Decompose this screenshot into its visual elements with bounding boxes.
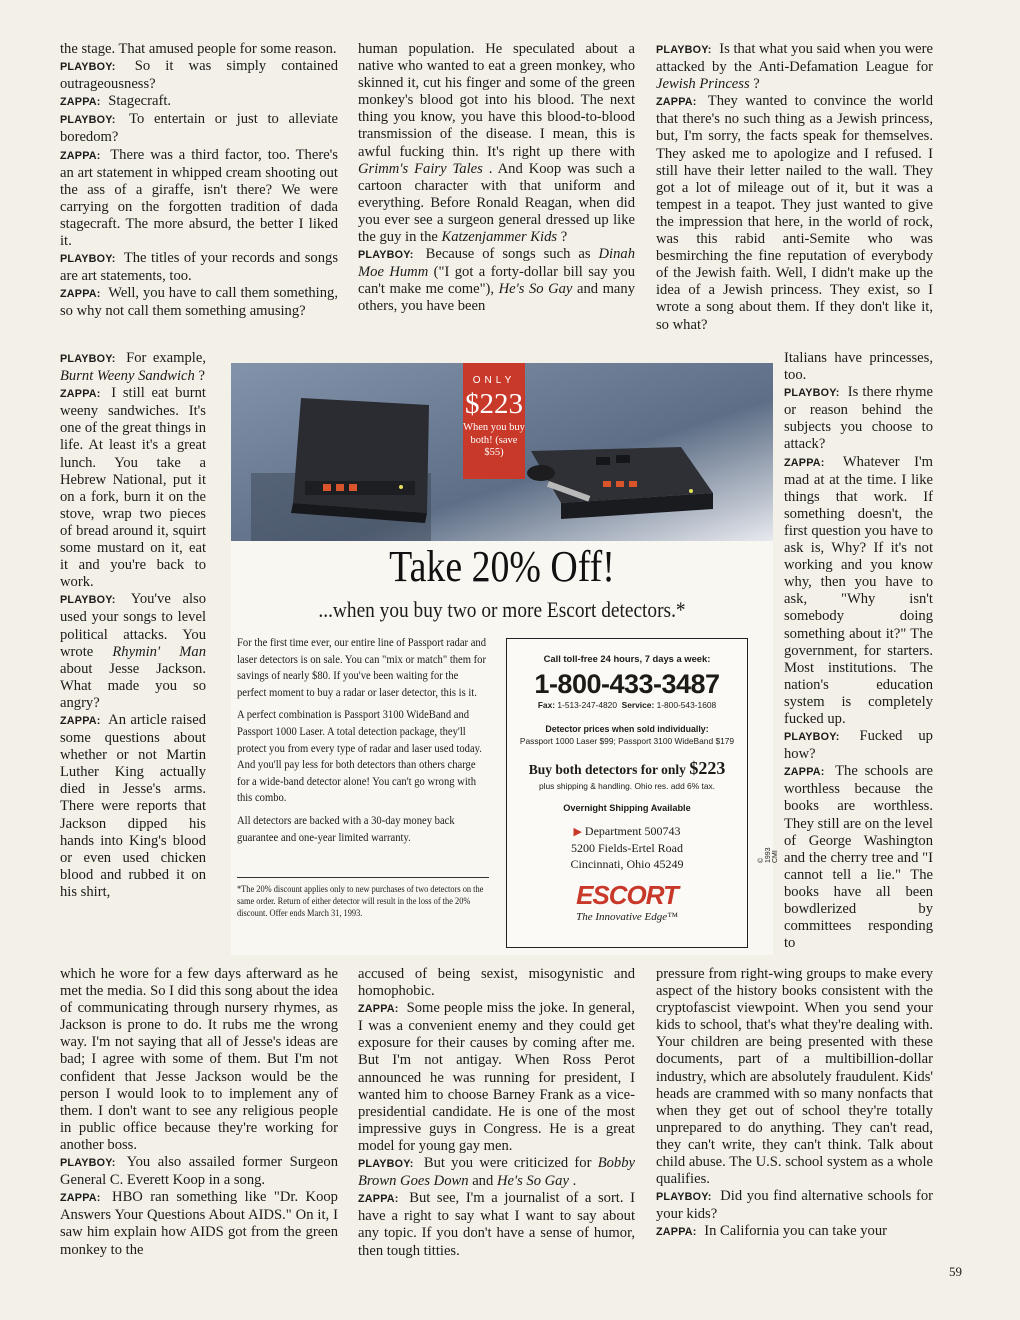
- page-number: 59: [949, 1264, 962, 1279]
- article-paragraph: [784, 728, 933, 763]
- paragraph-text: Stagecraft.: [108, 93, 172, 110]
- ad-paragraph: For the first time ever, our entire line of Passport radar and laser detectors is on sale. You can "mix or match" them for savings of nearly $80. If you've been waiting for the perfect moment to buy a radar or laser detector, this is it.: [237, 637, 487, 699]
- paragraph-text: So it was simply contained outrageousness?: [60, 58, 338, 93]
- italic-title: Bobby Brown Goes Down: [358, 1155, 635, 1190]
- individual-prices: Passport 1000 Laser $99; Passport 3100 WideBand $179: [519, 736, 735, 746]
- speaker-label: ZAPPA:: [60, 388, 101, 401]
- article-paragraph: [60, 350, 206, 385]
- fax-label: Fax:: [537, 700, 556, 710]
- paragraph-text: Italians have princesses, too.: [784, 350, 933, 384]
- paragraph-text: You've also used your songs to level political attacks. You wrote: [60, 591, 207, 660]
- divider: [237, 877, 489, 878]
- article-paragraph: [656, 93, 933, 333]
- article-column-3-top: [656, 41, 933, 334]
- paragraph-text: human population. He speculated about a native who wanted to eat a green monkey, who skinned it, cut his finger and some of the green monkey's blood got into his blood. The next thing you know, you have this blood-to-blood transmission of the disease. I mean, this is awful fucking thin. It's right up there with: [358, 41, 635, 160]
- article-paragraph: [656, 41, 933, 93]
- ad-subheadline: ...when you buy two or more Escort detectors.*: [318, 597, 686, 622]
- article-paragraph: [358, 966, 635, 1000]
- triangle-bullet-icon: ▶: [573, 826, 582, 838]
- italic-title: He's So Gay: [498, 281, 573, 298]
- article-paragraph: [784, 454, 933, 729]
- speaker-label: PLAYBOY:: [60, 594, 116, 607]
- paragraph-text: Well, you have to call them something, so why not call them something amusing?: [60, 285, 338, 320]
- article-paragraph: [60, 966, 338, 1154]
- overnight-shipping: Overnight Shipping Available: [563, 803, 691, 813]
- speaker-label: PLAYBOY:: [60, 114, 116, 127]
- address-street: 5200 Fields-Ertel Road: [571, 841, 683, 855]
- speaker-label: ZAPPA:: [784, 766, 825, 779]
- paragraph-text: about Jesse Jackson. What made you so angry?: [60, 660, 206, 711]
- price-callout: [463, 363, 525, 479]
- article-paragraph: [358, 1000, 635, 1155]
- order-box: [506, 638, 748, 948]
- article-paragraph: [60, 285, 338, 320]
- paragraph-text: ?: [753, 76, 760, 93]
- italic-title: Katzenjammer Kids: [441, 229, 558, 246]
- article-column-1-top: [60, 41, 338, 321]
- italic-title: He's So Gay: [496, 1173, 569, 1190]
- article-paragraph: [358, 1155, 635, 1190]
- buy-both-text: Buy both detectors for only: [528, 762, 686, 777]
- paragraph-text: I still eat burnt weeny sandwiches. It's one of the great things in life. At least it's a great lunch. You take a Hebrew National, put it on a fork, burn it on the stove, wrap two pieces of bread around it, squirt some mustard on it, eat it and you're back to work.: [60, 385, 206, 591]
- paragraph-text: and: [472, 1173, 494, 1190]
- article-paragraph: [60, 58, 338, 93]
- ad-paragraph: A perfect combination is Passport 3100 WideBand and Passport 1000 Laser. A total detection package, they'll protect you from every type of radar and laser used today. And you'll pay less for both detectors than others charge for a wide-band detector alone! You can't go wrong with this combo.: [237, 709, 482, 805]
- fax-service-line: [507, 700, 747, 710]
- speaker-label: ZAPPA:: [784, 456, 825, 469]
- article-paragraph: [784, 350, 933, 384]
- paragraph-text: For example,: [126, 350, 206, 366]
- paragraph-text: ?: [560, 229, 568, 246]
- paragraph-text: which he wore for a few days afterward as he met the media. So I did this song about the idea of communicating through nursery rhymes, as Jackson is prone to do. It rubs me the wrong way. I'm not saying that all of Jesse's ideas are bad; I agree with some of them. But I'm not confident that Jesse Jackson would be the person I would look to to implement any of them. I don't want to see any religious people in public office because they're working for another boss.: [60, 966, 338, 1153]
- speaker-label: PLAYBOY:: [784, 731, 840, 744]
- speaker-label: ZAPPA:: [60, 1192, 101, 1205]
- article-column-1-bottom: [60, 966, 338, 1259]
- speaker-label: PLAYBOY:: [784, 387, 840, 400]
- mailing-address: [507, 823, 747, 872]
- article-paragraph: [60, 591, 206, 712]
- price-only-label: ONLY: [472, 375, 516, 386]
- article-paragraph: [60, 385, 206, 591]
- paragraph-text: Is there rhyme or reason behind the subjects you choose to attack?: [784, 384, 933, 453]
- speaker-label: ZAPPA:: [60, 714, 101, 727]
- article-paragraph: [60, 1154, 338, 1189]
- speaker-label: PLAYBOY:: [358, 249, 414, 262]
- service-label: Service:: [621, 700, 655, 710]
- escort-advertisement: [231, 363, 779, 955]
- paragraph-text: But see, I'm a journalist of a sort. I have a right to say what I want to say about any topic. If you don't have a sense of humor, then tough titties.: [358, 1190, 635, 1259]
- paragraph-text: There was a third factor, too. There's an art statement in whipped cream shooting out the ass of a giraffe, isn't there? We were carrying on the forgotten tradition of dada stagecraft. The more absurd, the better I liked it.: [60, 146, 338, 250]
- fax-number: 1-513-247-4820: [557, 700, 617, 710]
- article-paragraph: [60, 712, 206, 901]
- paragraph-text: Because of songs such as: [425, 246, 591, 263]
- article-paragraph: [60, 147, 338, 251]
- article-paragraph: [60, 41, 338, 58]
- paragraph-text: They wanted to convince the world that there's no such thing as a Jewish princess, but, I'm sorry, the facts speak for themselves. They asked me to apologize and I refused. I still have their letter nailed to the wall. They got a lot of mileage out of it, but it was a tempest in a teapot. They just wanted to give the impression that here, in the world of rock, was this rabid anti-Semite who was besmirching the fine reputation of everybody of the Jewish faith. Well, I didn't make up the idea of a Jewish princess. They exist, so I wrote a song about them. If they don't like it, so what?: [656, 93, 933, 333]
- phone-number: 1-800-433-3487: [534, 669, 720, 699]
- paragraph-text: An article raised some questions about whether or not Martin Luther King actually died in Jesse's arms. There were reports that Jackson dipped his hands into King's blood or even used chicken blood and rubbed it on his shirt,: [60, 711, 207, 900]
- address-dept-line: [507, 823, 747, 840]
- paragraph-text: Is that what you said when you were attacked by the Anti-Defamation League for: [656, 41, 933, 76]
- paragraph-text: .: [572, 1173, 577, 1190]
- paragraph-text: accused of being sexist, misogynistic and homophobic.: [358, 966, 635, 1000]
- buy-both-line: [507, 758, 747, 779]
- address-city: Cincinnati, Ohio 45249: [570, 857, 684, 871]
- italic-title: Jewish Princess: [656, 76, 750, 93]
- article-paragraph: [656, 1223, 933, 1241]
- speaker-label: PLAYBOY:: [656, 44, 712, 56]
- shipping-note: plus shipping & handling. Ohio res. add 6% tax.: [539, 781, 715, 791]
- article-column-3-wrap: [784, 350, 933, 952]
- speaker-label: ZAPPA:: [358, 1003, 399, 1016]
- paragraph-text: Some people miss the joke. In general, I was a convenient enemy and they could get exposure for their causes by coming after me. But I'm not antigay. When Ross Perot announced he was running for president, I wanted him to choose Barney Frank as a vice-presidential candidate. He is one of the most impressive guys in Congress. He is a great model for young gay men.: [358, 1000, 635, 1154]
- article-paragraph: [60, 111, 338, 146]
- article-paragraph: [358, 41, 635, 246]
- paragraph-text: The titles of your records and songs are art statements, too.: [60, 250, 338, 285]
- price-amount: $223: [465, 388, 523, 420]
- speaker-label: PLAYBOY:: [60, 1157, 116, 1170]
- paragraph-text: The schools are worthless because the books are worthless. They still are on the level of George Washington and the cherry tree and "I cannot tell a lie." The books have all been bowdlerized by committees responding to: [784, 763, 933, 952]
- speaker-label: ZAPPA:: [60, 96, 101, 109]
- article-paragraph: [358, 1190, 635, 1259]
- service-number: 1-800-543-1608: [656, 700, 717, 710]
- article-paragraph: [656, 966, 933, 1188]
- speaker-label: PLAYBOY:: [60, 353, 116, 365]
- italic-title: Grimm's Fairy Tales: [358, 160, 483, 177]
- article-column-1-wrap: [60, 350, 206, 901]
- speaker-label: PLAYBOY:: [60, 253, 116, 266]
- article-paragraph: [784, 384, 933, 453]
- speaker-label: ZAPPA:: [60, 288, 101, 301]
- speaker-label: PLAYBOY:: [60, 61, 116, 74]
- ad-fine-print: *The 20% discount applies only to new purchases of two detectors on the same order. Return of either detector will result in the loss of the 20% discount. Offer ends March 31, 1993.: [237, 884, 484, 918]
- article-paragraph: [358, 246, 635, 315]
- ad-headline: Take 20% Off!: [389, 542, 615, 591]
- article-paragraph: [656, 1188, 933, 1223]
- address-dept: Department 500743: [584, 824, 681, 838]
- paragraph-text: Fucked up how?: [784, 728, 933, 763]
- paragraph-text: But you were criticized for: [423, 1155, 592, 1172]
- paragraph-text: ("I got a forty-dollar bill say you can't make me come"),: [358, 264, 635, 298]
- paragraph-text: In California you can take your: [704, 1223, 888, 1240]
- italic-title: Burnt Weeny Sandwich: [60, 368, 195, 385]
- paragraph-text: Whatever I'm mad at at the time. I like things that work. If something doesn't, the first question you have to ask is, Why? If it's not working and you know why, then you have to ask, "Why isn't somebody doing something about it?" The government, for starters. Most institutions. The nation's education system is completely fucked up.: [784, 453, 933, 727]
- paragraph-text: and many others, you have been: [358, 281, 635, 315]
- paragraph-text: . And Koop was such a cartoon character with that uniform and everything. Before Ronald Reagan, when did you ever see a surgeon general dressed up like the guy in the: [358, 160, 635, 246]
- escort-tagline: The Innovative Edge™: [576, 911, 678, 923]
- article-paragraph: [60, 250, 338, 285]
- paragraph-text: ?: [198, 368, 205, 385]
- article-column-2-top: [358, 41, 635, 316]
- article-paragraph: [60, 1189, 338, 1258]
- speaker-label: PLAYBOY:: [358, 1158, 414, 1171]
- speaker-label: PLAYBOY:: [656, 1191, 712, 1204]
- paragraph-text: Did you find alternative schools for your kids?: [656, 1188, 933, 1223]
- speaker-label: ZAPPA:: [358, 1193, 399, 1206]
- paragraph-text: pressure from right-wing groups to make every aspect of the history books consistent with the cryptofascist viewpoint. When you send your kids to school, that's what they're dealing with. Your children are being presented with these documents, part of a multibillion-dollar industry, which are absolutely fraudulent. Kids' heads are crammed with so many nonfacts that when they get out of school they're totally unprepared to do anything. They can't read, they can't write, they can't think. Talk about child abuse. The U.S. school system as a whole qualifies.: [656, 966, 933, 1188]
- paragraph-text: HBO ran something like "Dr. Koop Answers Your Questions About AIDS." On it, I saw him explain how AIDS got from the green monkey to the: [60, 1189, 338, 1258]
- escort-logo: ESCORT: [576, 880, 678, 910]
- ad-body-copy: [237, 635, 488, 852]
- paragraph-text: You also assailed former Surgeon General C. Everett Koop in a song.: [60, 1154, 338, 1189]
- article-paragraph: [784, 763, 933, 952]
- article-column-2-bottom: [358, 966, 635, 1260]
- ad-copyright: © 1993 CMI: [758, 847, 779, 863]
- italic-title: Dinah Moe Humm: [358, 246, 635, 281]
- italic-title: Rhymin' Man: [112, 643, 206, 660]
- speaker-label: ZAPPA:: [60, 149, 101, 162]
- speaker-label: ZAPPA:: [656, 1226, 697, 1239]
- call-line: Call toll-free 24 hours, 7 days a week:: [543, 653, 711, 664]
- ad-paragraph: All detectors are backed with a 30-day money back guarantee and one-year limited warranty.: [237, 814, 455, 844]
- article-column-3-bottom: [656, 966, 933, 1242]
- paragraph-text: the stage. That amused people for some reason.: [60, 41, 337, 57]
- paragraph-text: To entertain or just to alleviate boredom?: [60, 111, 338, 146]
- price-note: When you buy both! (save $55): [463, 422, 525, 458]
- prices-heading: Detector prices when sold individually:: [545, 724, 709, 734]
- article-paragraph: [60, 93, 338, 111]
- buy-both-price: $223: [689, 758, 726, 778]
- speaker-label: ZAPPA:: [656, 96, 697, 109]
